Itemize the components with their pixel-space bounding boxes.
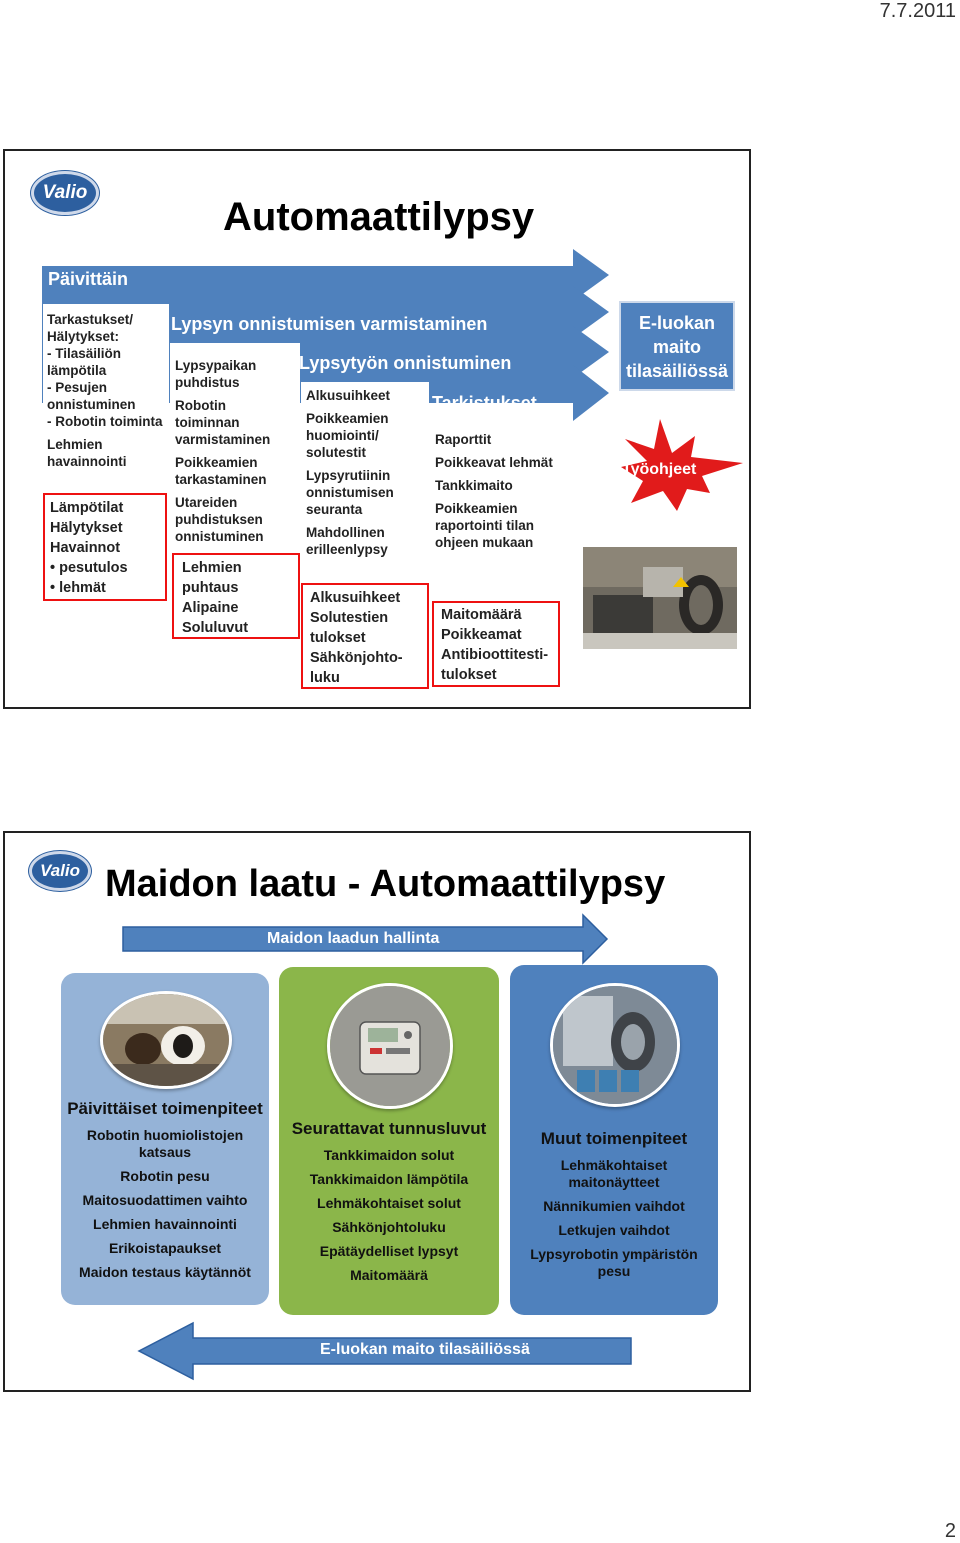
panel-title: Seurattavat tunnusluvut	[291, 1119, 487, 1138]
star-label-tyoohjeet: Työohjeet	[622, 461, 697, 478]
result-e-class-milk: E-luokan maito tilasäiliössä	[619, 301, 735, 391]
milking-work-list: Alkusuihkeet Poikkeamien huomiointi/ solutestit Lypsyrutiinin onnistumisen seuranta Mahdollinen erilleenlypsy	[306, 388, 394, 557]
milking-assurance-list: Lypsypaikan puhdistus Robotin toiminnan varmistaminen Poikkeamien tarkastaminen Utareiden puhdistuksen onnistuminen	[175, 358, 271, 544]
slide-maidon-laatu	[3, 831, 751, 1392]
valio-logo: Valio	[31, 171, 99, 215]
milking-assurance-results-box: Lehmien puhtaus Alipaine Soluluvut	[172, 553, 300, 639]
checks-list: Raporttit Poikkeavat lehmät Tankkimaito Poikkeamien raportointi tilan ohjeen mukaan	[435, 432, 553, 550]
panel-other-actions: Muut toimenpiteet Lehmäkohtaiset maitonäytteet Nännikumien vaihdot Letkujen vaihdot Lypsyrobotin ympäristön pesu	[510, 965, 718, 1315]
header-lypsyn-onnistumisen: Lypsyn onnistumisen varmistaminen	[171, 314, 488, 334]
slide-automaattilypsy	[3, 149, 751, 709]
panel-title: Päivittäiset toimenpiteet	[67, 1099, 263, 1118]
bottom-arrow-label: E-luokan maito tilasäiliössä	[320, 1341, 530, 1358]
top-arrow-label: Maidon laadun hallinta	[267, 930, 440, 947]
slide2-title: Maidon laatu - Automaattilypsy	[105, 863, 666, 905]
daily-checks-list: Tarkastukset/ Hälytykset: - Tilasäiliön lämpötila - Pesujen onnistuminen - Robotin toiminta Lehmien havainnointi	[47, 312, 163, 469]
header-lypsytyon-onnistuminen: Lypsytyön onnistuminen	[299, 353, 512, 373]
page-number: 2	[944, 1520, 956, 1542]
panel-daily-actions: Päivittäiset toimenpiteet Robotin huomiolistojen katsaus Robotin pesu Maitosuodattimen vaihto Lehmien havainnointi Erikoistapaukset Maidon testaus käytännöt	[61, 973, 269, 1305]
header-tarkistukset: Tarkistukset	[432, 393, 537, 413]
milking-work-results-box: Alkusuihkeet Solutestien tulokset Sähkönjohto- luku	[301, 583, 429, 689]
cows-photo	[100, 991, 232, 1089]
panel-monitored-indicators: Seurattavat tunnusluvut Tankkimaidon solut Tankkimaidon lämpötila Lehmäkohtaiset solut Sähkönjohtoluku Epätäydelliset lypsyt Maitomäärä	[279, 967, 499, 1315]
checks-results-box: Maitomäärä Poikkeamat Antibioottitesti- tulokset	[432, 601, 560, 687]
document-date: 7.7.2011	[879, 0, 956, 22]
panel-title: Muut toimenpiteet	[540, 1129, 688, 1148]
header-paivittain: Päivittäin	[48, 269, 129, 289]
robot-equipment-photo	[550, 983, 680, 1107]
monitoring-device-photo	[327, 983, 453, 1109]
slide1-title: Automaattilypsy	[223, 195, 535, 239]
daily-results-box: Lämpötilat Hälytykset Havainnot • pesutulos • lehmät	[43, 493, 167, 601]
valio-logo: Valio	[29, 851, 91, 891]
milking-robot-photo	[583, 547, 737, 649]
